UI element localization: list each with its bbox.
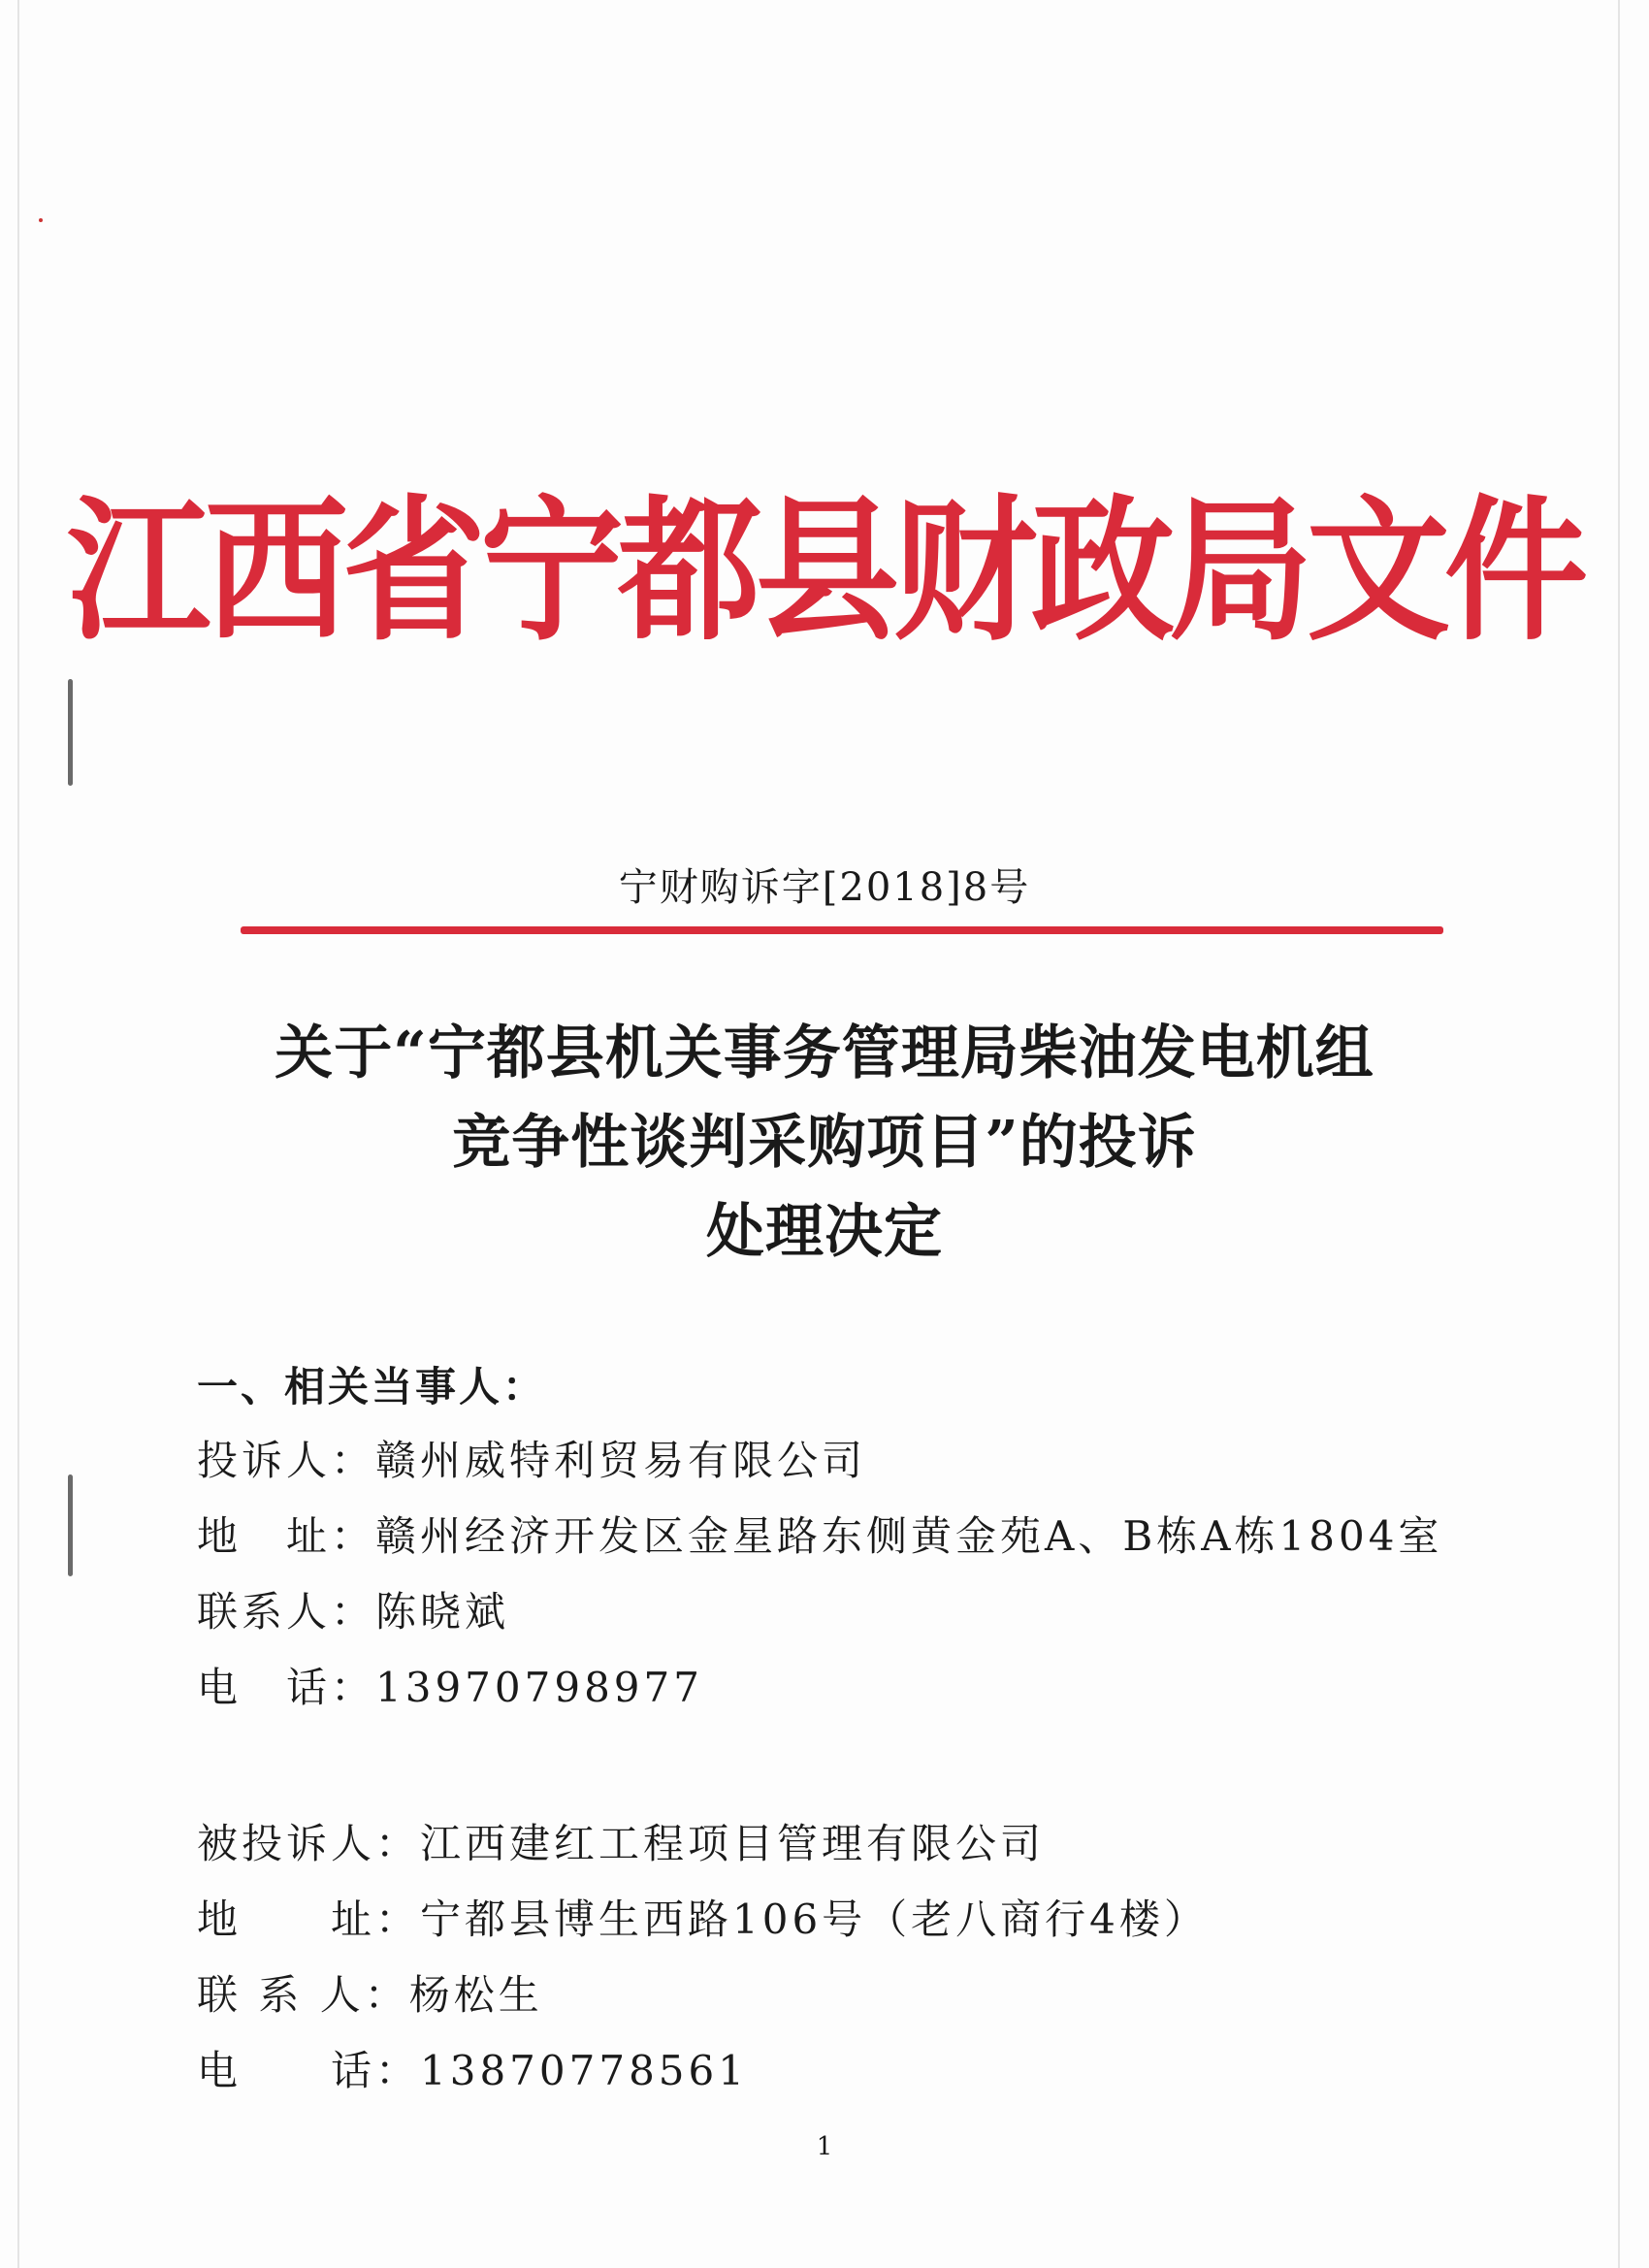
title-line-2: 竞争性谈判采购项目”的投诉: [452, 1109, 1197, 1177]
respondent-label: 被投诉人：: [197, 1820, 421, 1867]
complainant-name: 赣州威特利贸易有限公司: [375, 1437, 867, 1484]
respondent-contact-row: [197, 1963, 543, 2022]
complainant-contact-row: [197, 1580, 509, 1638]
title-line-1: 关于“宁都县机关事务管理局柴油发电机组: [275, 1020, 1374, 1087]
document-number: 宁财购诉字[2018]8号: [618, 865, 1031, 910]
respondent-contact: 杨松生: [408, 1971, 543, 2019]
masthead-title: 江西省宁都县财政局文件: [67, 481, 1582, 662]
respondent-address: 宁都县博生西路106号（老八商行4楼）: [420, 1895, 1209, 1943]
complainant-phone-row: [197, 1656, 703, 1714]
complainant-address-label: 地 址：: [197, 1512, 376, 1560]
respondent-contact-label: 联 系 人：: [197, 1971, 409, 2019]
staple-mark-bottom: [68, 1474, 73, 1576]
respondent-phone-row: [197, 2039, 748, 2097]
complainant-phone: 13970798977: [375, 1664, 703, 1711]
complainant-row: [197, 1429, 866, 1487]
respondent-row: [197, 1812, 1045, 1870]
complainant-address-row: [197, 1505, 1442, 1563]
staple-mark-top: [68, 679, 73, 786]
title-line-3: 处理决定: [706, 1198, 943, 1266]
speck-mark: [39, 218, 43, 222]
complainant-contact-label: 联系人：: [197, 1588, 376, 1636]
document-title: [0, 1009, 1649, 1277]
complainant-contact: 陈晓斌: [375, 1588, 510, 1636]
respondent-phone-label: 电 话：: [197, 2047, 421, 2094]
respondent-address-row: [197, 1888, 1209, 1946]
respondent-phone: 13870778561: [420, 2047, 748, 2094]
complainant-phone-label: 电 话：: [197, 1664, 376, 1711]
section-heading-parties: 一、相关当事人：: [197, 1363, 547, 1410]
complainant-address: 赣州经济开发区金星路东侧黄金苑A、B栋A栋1804室: [375, 1512, 1443, 1560]
respondent-address-label: 地 址：: [197, 1895, 421, 1943]
respondent-name: 江西建红工程项目管理有限公司: [420, 1820, 1046, 1867]
complainant-label: 投诉人：: [197, 1437, 376, 1484]
page-number: 1: [816, 2132, 833, 2161]
red-divider-line: [241, 926, 1443, 934]
